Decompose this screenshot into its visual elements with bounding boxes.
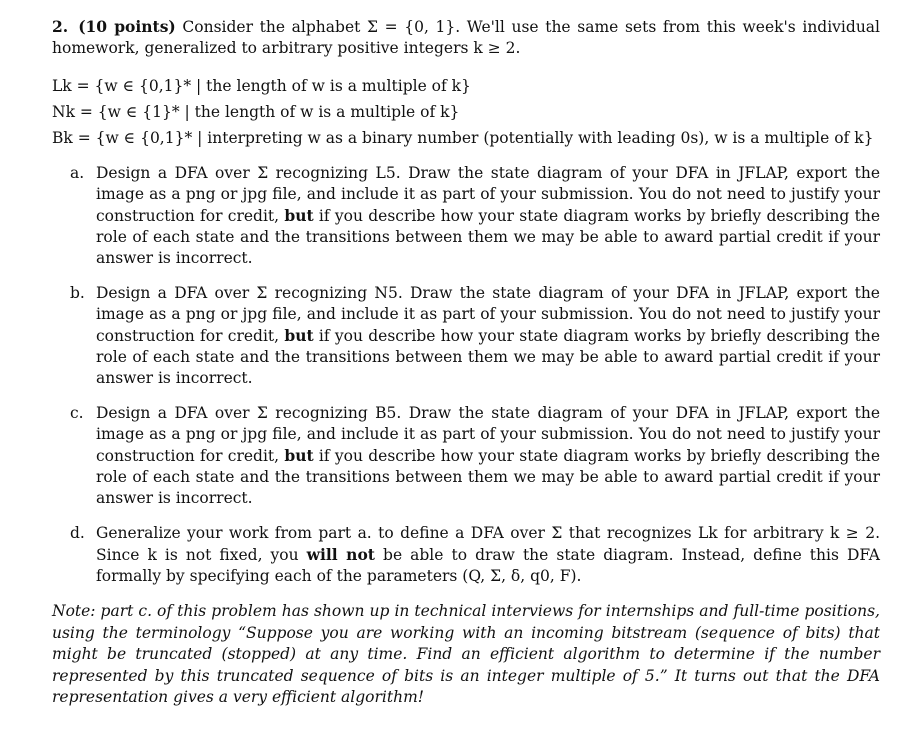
part-text-post: if you describe how your state diagram works by briefly describing the role of each state and the transitions between them we may be able to award partial credit if your answer is incorrect. bbox=[96, 207, 880, 267]
part-text-post: if you describe how your state diagram works by briefly describing the role of each state and the transitions between them we may be able to award partial credit if your answer is incorrect. bbox=[96, 447, 880, 507]
problem-intro-text: Consider the alphabet Σ = {0, 1}. We'll use the same sets from this week's individual homework, generalized to arbitrary positive integers k ≥ 2. bbox=[52, 18, 880, 57]
part-text-post: if you describe how your state diagram works by briefly describing the role of each state and the transitions between them we may be able to award partial credit if your answer is incorrect. bbox=[96, 327, 880, 387]
definition-bk: Bk = {w ∈ {0,1}* | interpreting w as a binary number (potentially with leading 0s), w is a multiple of k} bbox=[52, 129, 874, 147]
part-label: b. bbox=[70, 284, 85, 302]
part-text-post: be able to draw the state diagram. Instead, define this DFA formally by specifying each of the parameters (Q, Σ, δ, q0, F). bbox=[96, 546, 880, 585]
problem-page bbox=[52, 16, 880, 724]
part-d bbox=[52, 523, 880, 587]
part-text-bold: will not bbox=[306, 545, 375, 564]
part-text-bold: but bbox=[284, 446, 314, 465]
part-text-pre: Design a DFA over Σ recognizing B5. Draw the state diagram of your DFA in JFLAP, export the image as a png or jpg file, and include it as part of your submission. You do not need to justify your construction for credit, bbox=[96, 404, 880, 465]
part-text-pre: Design a DFA over Σ recognizing N5. Draw the state diagram of your DFA in JFLAP, export the image as a png or jpg file, and include it as part of your submission. You do not need to justify your construction for credit, bbox=[96, 284, 880, 345]
problem-number: 2. bbox=[52, 17, 69, 36]
part-label: d. bbox=[70, 524, 85, 542]
part-b bbox=[52, 283, 880, 389]
problem-parts bbox=[52, 163, 880, 587]
definition-nk: Nk = {w ∈ {1}* | the length of w is a multiple of k} bbox=[52, 103, 460, 121]
problem-intro bbox=[52, 16, 880, 59]
part-a bbox=[52, 163, 880, 269]
part-label: a. bbox=[70, 164, 85, 182]
part-text-bold: but bbox=[284, 206, 314, 225]
part-label: c. bbox=[70, 404, 84, 422]
set-definitions bbox=[52, 73, 880, 151]
problem-points: (10 points) bbox=[78, 17, 176, 36]
definition-lk: Lk = {w ∈ {0,1}* | the length of w is a multiple of k} bbox=[52, 77, 471, 95]
part-text-pre: Design a DFA over Σ recognizing L5. Draw the state diagram of your DFA in JFLAP, export the image as a png or jpg file, and include it as part of your submission. You do not need to justify your construction for credit, bbox=[96, 164, 880, 225]
part-text-pre: Generalize your work from part a. to define a DFA over Σ that recognizes Lk for arbitrary k ≥ 2. Since k is not fixed, you bbox=[96, 524, 880, 564]
interview-note: Note: part c. of this problem has shown up in technical interviews for internships and full-time positions, using the terminology “Suppose you are working with an incoming bitstream (sequence of bits) that might be truncated (stopped) at any time. Find an efficient algorithm to determine if the number represented by this truncated sequence of bits is an integer multiple of 5.” It turns out that the DFA representation gives a very efficient algorithm! bbox=[52, 602, 880, 706]
part-c bbox=[52, 403, 880, 509]
part-text-bold: but bbox=[284, 326, 314, 345]
